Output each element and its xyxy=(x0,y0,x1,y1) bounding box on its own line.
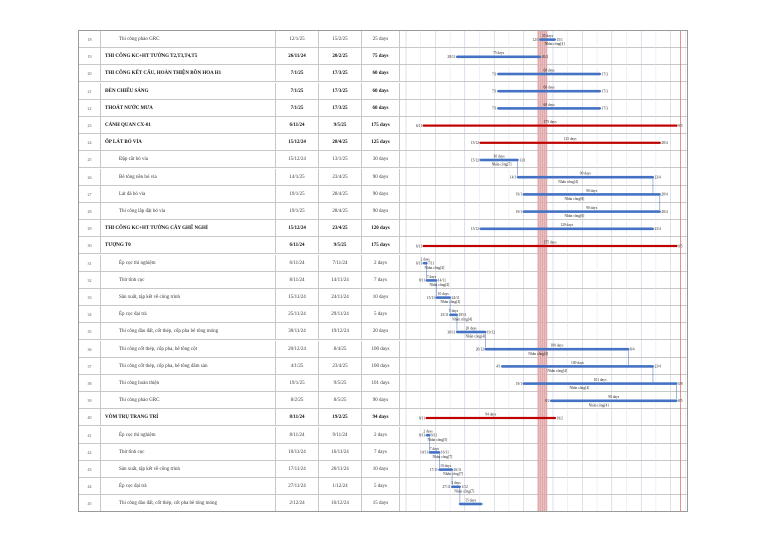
task-id-cell[interactable]: 28 xyxy=(79,203,101,220)
task-duration-cell[interactable]: 20 days xyxy=(362,323,400,340)
task-duration-cell[interactable]: 175 days xyxy=(362,117,400,134)
task-id-cell[interactable]: 23 xyxy=(79,117,101,134)
task-name-cell[interactable]: Ép cọc đại trà xyxy=(101,306,276,323)
task-bar[interactable] xyxy=(518,176,653,179)
task-duration-cell[interactable]: 60 days xyxy=(362,83,400,100)
task-id-cell[interactable]: 39 xyxy=(79,392,101,409)
task-id-cell[interactable]: 34 xyxy=(79,306,101,323)
task-end-cell[interactable]: 15/2/25 xyxy=(319,31,362,48)
bar-end-label: 9/5 xyxy=(677,244,683,249)
bar-start-marker xyxy=(497,73,499,75)
bar-start-label: 14/1 xyxy=(509,175,517,180)
bar-end-label: 26/11 xyxy=(453,467,462,472)
task-start-cell[interactable]: 15/12/24 xyxy=(276,220,319,237)
bar-resource-label: Nhân công[4] xyxy=(440,300,461,305)
task-duration-cell[interactable]: 101 days xyxy=(362,375,400,392)
task-end-cell[interactable]: 9/5/25 xyxy=(319,237,362,254)
task-start-cell[interactable]: 12/1/25 xyxy=(276,31,319,48)
task-duration-cell[interactable]: 120 days xyxy=(362,220,400,237)
task-start-cell[interactable]: 2/12/24 xyxy=(276,495,319,512)
bar-start-label: 8/2 xyxy=(544,399,550,404)
bar-resource-label: Nhân công[4] xyxy=(558,179,579,184)
task-end-cell[interactable]: 29/11/24 xyxy=(319,306,362,323)
bar-start-label: 19/1 xyxy=(515,209,523,214)
bar-end-label: 17/3 xyxy=(601,72,608,77)
task-name-cell[interactable]: Bê tông nền bó vỉa xyxy=(101,169,276,186)
bar-end-label: 23/4 xyxy=(654,364,661,369)
task-end-cell[interactable]: 17/3/25 xyxy=(319,65,362,82)
task-duration-cell[interactable]: 10 days xyxy=(362,461,400,478)
task-name-cell[interactable]: Thi công đào đất, cốt thép, cốp pha bê tông móng xyxy=(101,323,276,340)
bar-end-label: 14/11 xyxy=(437,278,446,283)
task-duration-cell[interactable]: 125 days xyxy=(362,134,400,151)
bar-start-marker xyxy=(425,279,427,281)
task-end-cell[interactable]: 9/5/25 xyxy=(319,375,362,392)
task-start-cell[interactable]: 8/11/24 xyxy=(276,409,319,426)
bar-duration-label: 7 days xyxy=(429,446,440,451)
task-name-cell[interactable]: Ép cọc đại trà xyxy=(101,478,276,495)
task-name-cell[interactable]: Thi công phào GRC xyxy=(101,392,276,409)
task-bar[interactable] xyxy=(460,503,482,506)
task-bar[interactable] xyxy=(498,90,600,93)
task-start-cell[interactable]: 7/1/25 xyxy=(276,83,319,100)
bar-resource-label: Nhân công[6] xyxy=(564,214,585,219)
bar-resource-label: Nhân công[4] xyxy=(588,403,609,408)
gantt-sheet xyxy=(78,30,688,512)
summary-bar[interactable] xyxy=(424,125,677,127)
task-id-cell[interactable]: 41 xyxy=(79,427,101,444)
bar-end-label: 20/2 xyxy=(541,55,549,60)
bar-start-marker xyxy=(438,469,440,471)
bar-end-label: 28/4 xyxy=(661,209,668,214)
task-id-cell[interactable]: 44 xyxy=(79,478,101,495)
bar-start-label: 19/1 xyxy=(515,192,523,197)
task-end-cell[interactable]: 23/4/25 xyxy=(319,220,362,237)
task-end-cell[interactable]: 17/3/25 xyxy=(319,100,362,117)
task-duration-cell[interactable]: 5 days xyxy=(362,478,400,495)
task-id-cell[interactable]: 24 xyxy=(79,134,101,151)
bar-duration-label: 5 days xyxy=(451,481,461,486)
bar-resource-label: Nhân công[4] xyxy=(544,42,565,47)
bar-resource-label: Nhân công[7] xyxy=(432,455,453,459)
task-end-cell[interactable]: 24/11/24 xyxy=(319,289,362,306)
task-duration-cell[interactable]: 90 days xyxy=(362,392,400,409)
task-start-cell[interactable]: 15/11/24 xyxy=(276,289,319,306)
bar-end-label: 8/5 xyxy=(677,399,683,404)
bar-end-marker xyxy=(480,503,482,505)
bar-duration-label: 10 days xyxy=(437,292,449,296)
bar-start-marker xyxy=(484,348,486,350)
bar-duration-label: 120 days xyxy=(560,223,574,228)
summary-bar[interactable] xyxy=(480,142,659,144)
bar-resource-label: Nhân công[5] xyxy=(427,437,448,442)
bar-start-label: 7/1 xyxy=(492,106,497,111)
bar-duration-label: 94 days xyxy=(485,412,497,417)
task-id-cell[interactable]: 35 xyxy=(79,323,101,340)
bar-duration-label: 101 days xyxy=(593,378,607,382)
bar-start-marker xyxy=(479,228,481,230)
bar-start-label: 15/12 xyxy=(470,141,479,146)
bar-end-label: 19/2 xyxy=(556,416,563,421)
task-bar[interactable] xyxy=(439,468,452,471)
task-id-cell[interactable]: 19 xyxy=(79,48,101,65)
task-bar[interactable] xyxy=(502,365,653,368)
task-duration-cell[interactable]: 25 days xyxy=(362,31,400,48)
task-bar[interactable] xyxy=(524,382,677,385)
task-bar[interactable] xyxy=(427,279,437,282)
task-name-cell[interactable]: Thử tĩnh cọc xyxy=(101,272,276,289)
task-bar[interactable] xyxy=(498,73,600,76)
task-duration-cell[interactable]: 10 days xyxy=(362,289,400,306)
bar-start-marker xyxy=(497,90,499,92)
task-name-cell[interactable]: THOÁT NƯỚC MƯA xyxy=(101,100,276,117)
task-bar[interactable] xyxy=(452,486,460,489)
bar-start-label: 8/11 xyxy=(418,416,426,421)
bar-start-marker xyxy=(479,142,481,144)
task-name-cell[interactable]: Lát đá bó vỉa xyxy=(101,186,276,203)
task-id-cell[interactable]: 38 xyxy=(79,375,101,392)
bar-start-marker xyxy=(428,451,430,453)
bar-duration-label: 30 days xyxy=(493,154,505,159)
task-name-cell[interactable]: Ép cọc thí nghiệm xyxy=(101,255,276,272)
bar-start-label: 10/11 xyxy=(419,450,429,455)
task-name-cell[interactable]: Thi công cốt thép, cốp pha, bê tông dầm sàn xyxy=(101,358,276,375)
task-name-cell[interactable]: Thi công hoàn thiện xyxy=(101,375,276,392)
task-id-cell[interactable]: 20 xyxy=(79,65,101,82)
bar-start-label: 7/1 xyxy=(492,72,497,77)
bar-start-marker xyxy=(479,159,481,161)
bar-start-marker xyxy=(423,245,425,247)
task-start-cell[interactable]: 6/11/24 xyxy=(276,237,319,254)
gantt-svg xyxy=(400,31,688,512)
bar-duration-label: 90 days xyxy=(586,206,598,210)
bar-start-label: 27/11 xyxy=(442,485,451,490)
task-id-cell[interactable]: 22 xyxy=(79,100,101,117)
task-duration-cell[interactable]: 7 days xyxy=(362,444,400,461)
bar-start-label: 15/12 xyxy=(470,158,479,163)
bar-duration-label: 100 days xyxy=(550,343,564,348)
bar-duration-label: 7 days xyxy=(426,274,437,279)
bar-resource-label: Nhân công[7] xyxy=(491,162,512,167)
task-bar[interactable] xyxy=(457,56,540,59)
task-end-cell[interactable]: 16/12/24 xyxy=(319,495,362,512)
task-name-cell[interactable]: Thi công lắp đặt bó vỉa xyxy=(101,203,276,220)
bar-start-marker xyxy=(435,297,437,299)
bar-start-label: 6/11 xyxy=(415,244,423,249)
bar-start-label: 8/11 xyxy=(418,433,426,438)
bar-end-label: 29/11 xyxy=(458,313,467,318)
task-start-cell[interactable]: 7/1/25 xyxy=(276,65,319,82)
task-end-cell[interactable]: 9/11/24 xyxy=(319,427,362,444)
bar-duration-label: 175 days xyxy=(543,120,557,124)
task-name-cell[interactable]: THI CÔNG KẾT CẤU, HOÀN THIỆN BỒN HOA H1 xyxy=(101,65,276,82)
bar-start-label: 12/1 xyxy=(532,37,539,42)
task-end-cell[interactable]: 28/4/25 xyxy=(319,134,362,151)
bar-end-label: 1/12 xyxy=(461,485,468,490)
task-id-cell[interactable]: 21 xyxy=(79,83,101,100)
bar-start-marker xyxy=(451,486,453,488)
bar-duration-label: 2 days xyxy=(423,429,433,434)
bar-end-label: 23/4 xyxy=(654,227,661,232)
bar-duration-label: 90 days xyxy=(608,395,620,400)
task-id-cell[interactable]: 18 xyxy=(79,31,101,48)
bar-start-marker xyxy=(423,125,425,127)
task-start-cell[interactable]: 4/1/25 xyxy=(276,358,319,375)
bar-resource-label: Nhân công[4] xyxy=(465,334,486,339)
bar-start-label: 28/11 xyxy=(447,55,456,60)
task-duration-cell[interactable]: 90 days xyxy=(362,203,400,220)
task-id-cell[interactable]: 29 xyxy=(79,220,101,237)
task-bar[interactable] xyxy=(551,400,676,403)
task-end-cell[interactable]: 8/4/25 xyxy=(319,341,362,358)
task-id-cell[interactable]: 43 xyxy=(79,461,101,478)
bar-end-label: 16/11 xyxy=(440,450,449,455)
task-id-cell[interactable]: 37 xyxy=(79,358,101,375)
bar-duration-label: 10 days xyxy=(440,464,452,468)
task-end-cell[interactable]: 26/11/24 xyxy=(319,461,362,478)
task-duration-cell[interactable]: 7 days xyxy=(362,272,400,289)
bar-start-marker xyxy=(497,107,499,109)
task-duration-cell[interactable]: 2 days xyxy=(362,255,400,272)
task-duration-cell[interactable]: 2 days xyxy=(362,427,400,444)
bar-end-label: 17/3 xyxy=(601,89,608,94)
bar-end-label: 9/5 xyxy=(677,123,683,128)
bar-start-marker xyxy=(523,211,525,213)
bar-duration-label: 75 days xyxy=(493,51,505,56)
task-bar[interactable] xyxy=(498,107,600,110)
task-duration-cell[interactable]: 75 days xyxy=(362,48,400,65)
task-duration-cell[interactable]: 90 days xyxy=(362,186,400,203)
task-name-cell[interactable]: ĐÈN CHIẾU SÁNG xyxy=(101,83,276,100)
task-end-cell[interactable]: 17/3/25 xyxy=(319,83,362,100)
task-id-cell[interactable]: 30 xyxy=(79,237,101,254)
task-name-cell[interactable]: CẢNH QUAN CX-01 xyxy=(101,117,276,134)
bar-resource-label: Nhân công[4] xyxy=(452,317,473,322)
task-id-cell[interactable]: 33 xyxy=(79,289,101,306)
bar-start-marker xyxy=(517,176,519,178)
bar-resource-label: Nhân công[4] xyxy=(528,351,549,356)
bar-duration-label: 15 days xyxy=(465,498,477,503)
bar-start-label: 8/11 xyxy=(418,278,426,283)
bar-start-marker xyxy=(523,193,525,195)
bar-resource-label: Nhân công[6] xyxy=(564,197,585,201)
task-name-cell[interactable]: VÒM TRỤ TRANG TRÍ xyxy=(101,409,276,426)
gantt-chart-area xyxy=(400,31,688,512)
task-name-cell[interactable]: Thi công phào GRC xyxy=(101,31,276,48)
task-end-cell[interactable]: 1/12/24 xyxy=(319,478,362,495)
task-id-cell[interactable]: 32 xyxy=(79,272,101,289)
bar-start-marker xyxy=(459,503,461,505)
task-bar[interactable] xyxy=(524,193,660,196)
task-end-cell[interactable]: 13/1/25 xyxy=(319,151,362,168)
bar-start-label: 15/12 xyxy=(470,227,479,232)
bar-start-label: 30/11 xyxy=(447,330,456,335)
bar-start-label: 6/11 xyxy=(415,261,423,266)
task-start-cell[interactable]: 17/11/24 xyxy=(276,461,319,478)
task-bar[interactable] xyxy=(485,348,628,351)
task-duration-cell[interactable]: 60 days xyxy=(362,65,400,82)
bar-duration-label: 100 days xyxy=(571,360,584,365)
task-start-cell[interactable]: 10/11/24 xyxy=(276,444,319,461)
task-id-cell[interactable]: 26 xyxy=(79,169,101,186)
bar-end-label: 17/3 xyxy=(601,106,608,111)
bar-start-label: 20/12 xyxy=(475,347,484,352)
task-start-cell[interactable]: 8/2/25 xyxy=(276,392,319,409)
task-duration-cell[interactable]: 60 days xyxy=(362,100,400,117)
task-start-cell[interactable]: 14/1/25 xyxy=(276,169,319,186)
bar-duration-label: 5 days xyxy=(448,309,459,314)
summary-bar[interactable] xyxy=(424,245,677,247)
task-end-cell[interactable]: 20/2/25 xyxy=(319,48,362,65)
task-id-cell[interactable]: 31 xyxy=(79,255,101,272)
bar-end-label: 19/12 xyxy=(486,330,496,335)
task-end-cell[interactable]: 16/11/24 xyxy=(319,444,362,461)
task-end-cell[interactable]: 14/11/24 xyxy=(319,272,362,289)
task-bar[interactable] xyxy=(540,38,555,41)
task-name-cell[interactable]: ỐP LÁT BÓ VỈA xyxy=(101,134,276,151)
task-start-cell[interactable]: 6/11/24 xyxy=(276,255,319,272)
task-name-cell[interactable]: Sản xuất, tập kết về công trình xyxy=(101,289,276,306)
bar-duration-label: 125 days xyxy=(563,137,577,142)
task-name-cell[interactable]: Thi công cốt thép, cốp pha, bê tông cột xyxy=(101,341,276,358)
bar-duration-label: 175 days xyxy=(543,240,557,245)
task-name-cell[interactable]: THI CÔNG KC+HT TƯỜNG CÂY GHẾ NGHỈ xyxy=(101,220,276,237)
task-start-cell[interactable]: 19/1/25 xyxy=(276,375,319,392)
task-id-cell[interactable]: 27 xyxy=(79,186,101,203)
task-name-cell[interactable]: THI CÔNG KC+HT TƯỜNG T2,T3,T4,T5 xyxy=(101,48,276,65)
bar-start-label: 4/1 xyxy=(495,364,501,369)
bar-resource-label: Nhân công[4] xyxy=(424,265,445,270)
task-start-cell[interactable]: 19/1/25 xyxy=(276,186,319,203)
task-duration-cell[interactable]: 90 days xyxy=(362,169,400,186)
bar-resource-label: Nhân công[4] xyxy=(569,386,590,391)
task-end-cell[interactable]: 19/2/25 xyxy=(319,409,362,426)
bar-end-label: 24/11 xyxy=(451,295,460,300)
task-start-cell[interactable]: 27/11/24 xyxy=(276,478,319,495)
bar-start-marker xyxy=(501,365,503,367)
task-duration-cell[interactable]: 175 days xyxy=(362,237,400,254)
bar-resource-label: Nhân công[7] xyxy=(443,472,464,477)
task-name-cell[interactable]: Đập cắt bó vỉa xyxy=(101,151,276,168)
task-bar[interactable] xyxy=(524,210,660,213)
bar-duration-label: 60 days xyxy=(543,85,555,90)
bar-duration-label: 60 days xyxy=(543,102,555,107)
task-start-cell[interactable]: 6/11/24 xyxy=(276,117,319,134)
task-start-cell[interactable]: 19/1/25 xyxy=(276,203,319,220)
bar-start-marker xyxy=(550,400,552,402)
task-id-cell[interactable]: 42 xyxy=(79,444,101,461)
bar-resource-label: Nhân công[4] xyxy=(429,283,450,287)
bar-duration-label: 90 days xyxy=(586,188,598,193)
bar-start-marker xyxy=(456,56,458,58)
bar-start-marker xyxy=(425,434,427,436)
task-name-cell[interactable]: Thi công đào đất, cốt thép, cốt pha bê tông móng xyxy=(101,495,276,512)
bar-end-label: 8/4 xyxy=(629,347,635,352)
bar-resource-label: Nhân công[4] xyxy=(547,369,568,373)
task-name-cell[interactable]: Sản xuất, tập kết về công trình xyxy=(101,461,276,478)
summary-bar[interactable] xyxy=(427,417,555,419)
task-id-cell[interactable]: 25 xyxy=(79,151,101,168)
task-end-cell[interactable]: 23/4/25 xyxy=(319,358,362,375)
bar-start-label: 25/11 xyxy=(440,313,449,318)
bar-end-label: 5/8 xyxy=(677,381,683,386)
task-start-cell[interactable]: 30/11/24 xyxy=(276,323,319,340)
task-start-cell[interactable]: 8/11/24 xyxy=(276,272,319,289)
bar-start-label: 6/11 xyxy=(415,123,423,128)
bar-resource-label: Nhân công[7] xyxy=(454,489,475,494)
task-id-cell[interactable]: 36 xyxy=(79,341,101,358)
bar-start-marker xyxy=(423,262,425,264)
task-duration-cell[interactable]: 100 days xyxy=(362,341,400,358)
bar-end-label: 28/4 xyxy=(661,192,668,197)
bar-end-label: 13/1 xyxy=(519,158,526,163)
bar-start-label: 19/1 xyxy=(515,381,523,386)
task-start-cell[interactable]: 8/11/24 xyxy=(276,427,319,444)
bar-start-marker xyxy=(539,39,541,41)
task-duration-cell[interactable]: 30 days xyxy=(362,151,400,168)
bar-duration-label: 35 days xyxy=(542,34,554,38)
task-duration-cell[interactable]: 15 days xyxy=(362,495,400,512)
task-bar[interactable] xyxy=(430,451,440,454)
bar-duration-label: 2 days xyxy=(420,257,430,262)
task-bar[interactable] xyxy=(436,296,450,299)
task-start-cell[interactable]: 26/11/24 xyxy=(276,48,319,65)
task-start-cell[interactable]: 20/12/24 xyxy=(276,341,319,358)
task-start-cell[interactable]: 25/11/24 xyxy=(276,306,319,323)
bar-duration-label: 60 days xyxy=(543,68,555,73)
task-name-cell[interactable]: Ép cọc thí nghiệm xyxy=(101,427,276,444)
task-duration-cell[interactable]: 94 days xyxy=(362,409,400,426)
task-bar[interactable] xyxy=(480,228,652,231)
bar-start-marker xyxy=(456,331,458,333)
bar-start-label: 7/1 xyxy=(492,89,497,94)
bar-start-marker xyxy=(523,383,525,385)
bar-end-label: 9/11 xyxy=(431,433,438,438)
task-id-cell[interactable]: 45 xyxy=(79,495,101,512)
bar-end-label: 7/11 xyxy=(428,261,435,266)
task-start-cell[interactable]: 15/12/24 xyxy=(276,151,319,168)
task-duration-cell[interactable]: 100 days xyxy=(362,358,400,375)
bar-end-label: 23/4 xyxy=(654,175,661,180)
task-duration-cell[interactable]: 5 days xyxy=(362,306,400,323)
task-name-cell[interactable]: TƯỢNG T0 xyxy=(101,237,276,254)
bar-duration-label: 20 days xyxy=(465,326,477,331)
task-start-cell[interactable]: 15/12/24 xyxy=(276,134,319,151)
bar-start-marker xyxy=(425,417,427,419)
task-start-cell[interactable]: 7/1/25 xyxy=(276,100,319,117)
bar-start-label: 15/11 xyxy=(426,295,435,300)
bar-start-marker xyxy=(449,314,451,316)
task-id-cell[interactable]: 40 xyxy=(79,409,101,426)
task-bar[interactable] xyxy=(457,331,485,334)
task-end-cell[interactable]: 28/4/25 xyxy=(319,186,362,203)
bar-duration-label: 90 days xyxy=(579,171,591,176)
task-bar[interactable] xyxy=(480,159,517,162)
task-name-cell[interactable]: Thử tĩnh cọc xyxy=(101,444,276,461)
task-end-cell[interactable]: 19/12/24 xyxy=(319,323,362,340)
task-end-cell[interactable]: 28/4/25 xyxy=(319,203,362,220)
task-end-cell[interactable]: 9/5/25 xyxy=(319,117,362,134)
task-end-cell[interactable]: 8/5/25 xyxy=(319,392,362,409)
task-end-cell[interactable]: 7/11/24 xyxy=(319,255,362,272)
task-end-cell[interactable]: 23/4/25 xyxy=(319,169,362,186)
bar-end-label: 28/4 xyxy=(661,141,668,146)
bar-start-label: 17/11 xyxy=(429,467,438,472)
bar-end-label: 15/1 xyxy=(556,37,563,42)
